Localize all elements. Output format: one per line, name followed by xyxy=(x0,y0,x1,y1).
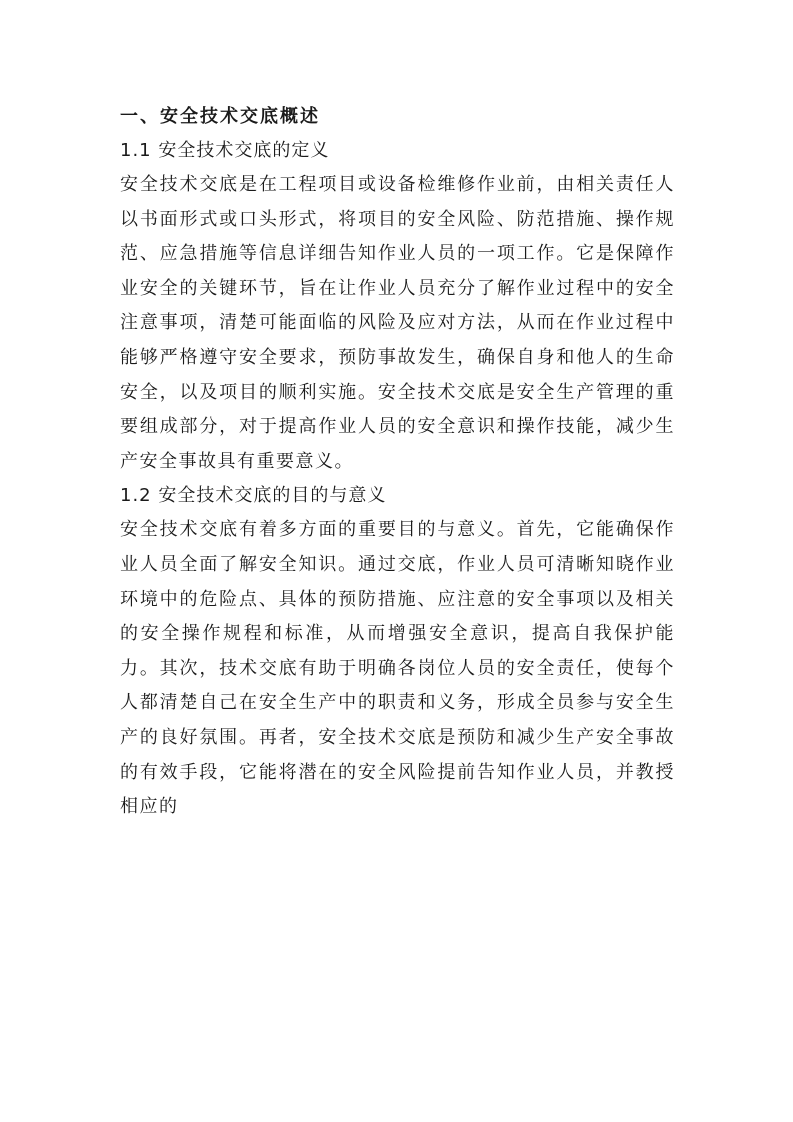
section-title-purpose: 1.2 安全技术交底的目的与意义 xyxy=(120,485,387,507)
section-title-definition: 1.1 安全技术交底的定义 xyxy=(120,140,330,161)
document-page xyxy=(120,100,675,825)
paragraph-definition: 安全技术交底是在工程项目或设备检维修作业前，由相关责任人以书面形式或口头形式，将项目的安全风险、防范措施、操作规范、应急措施等信息详细告知作业人员的一项工作。它是保障作业安全的关键环节，旨在让作业人员充分了解作业过程中的安全注意事项，清楚可能面临的风险及应对方法，从而在作业过程中能够严格遵守安全要求，预防事故发生，确保自身和他人的生命安全，以及项目的顺利实施。安全技术交底是安全生产管理的重要组成部分，对于提高作业人员的安全意识和操作技能，减少生产安全事故具有重要意义。 xyxy=(120,174,675,472)
heading-overview: 一、安全技术交底概述 xyxy=(120,106,320,127)
paragraph-purpose: 安全技术交底有着多方面的重要目的与意义。首先，它能确保作业人员全面了解安全知识。通过交底，作业人员可清晰知晓作业环境中的危险点、具体的预防措施、应注意的安全事项以及相关的安全操作规程和标准，从而增强安全意识，提高自我保护能力。其次，技术交底有助于明确各岗位人员的安全责任，使每个人都清楚自己在安全生产中的职责和义务，形成全员参与安全生产的良好氛围。再者，安全技术交底是预防和减少生产安全事故的有效手段，它能将潜在的安全风险提前告知作业人员，并教授相应的 xyxy=(120,519,675,818)
